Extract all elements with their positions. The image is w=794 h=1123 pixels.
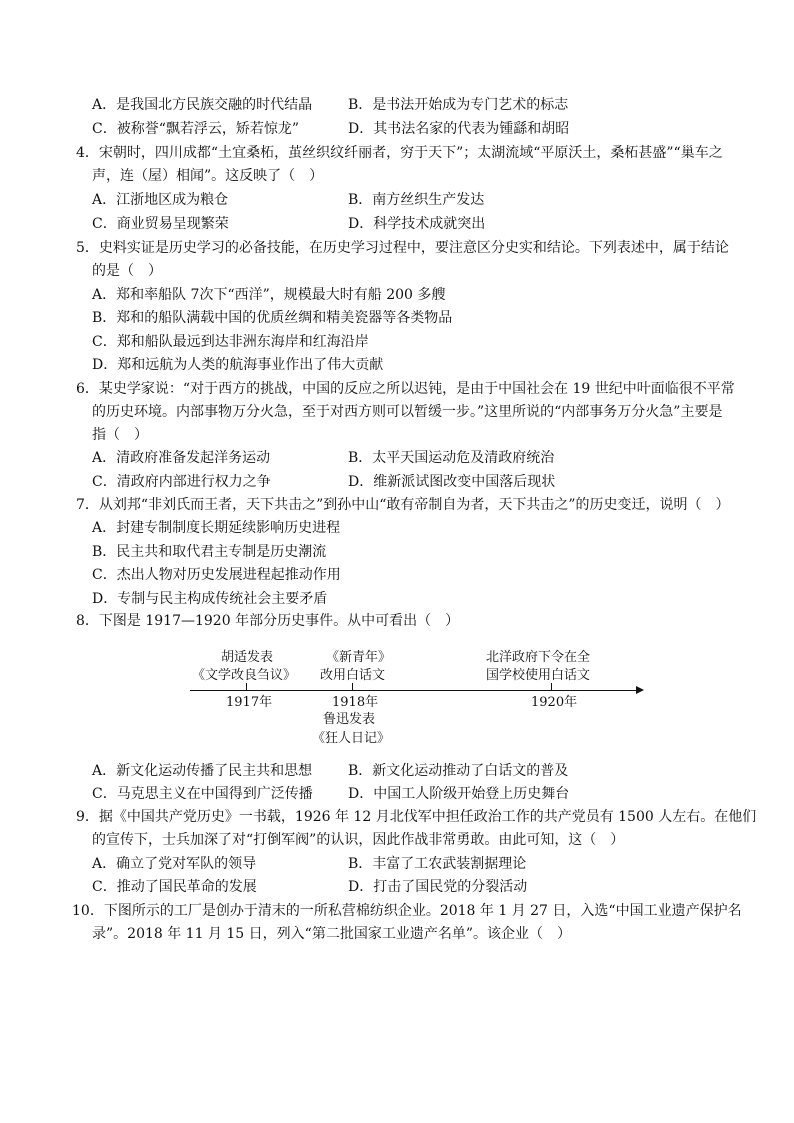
q7-option-d: D．专制与民主构成传统社会主要矛盾 [92,591,328,607]
timeline-year-1920: 1920年 [531,695,578,710]
q5-stem-line1: 5．史料实证是历史学习的必备技能，在历史学习过程中，要注意区分史实和结论。下列表述中，属于结论 [76,240,729,256]
timeline-1917-event-line2: 《文学改良刍议》 [192,668,297,683]
q4-stem-line2: 声，连（屋）相闻”。这反映了（ ） [92,168,324,184]
q4-stem-line1: 4．宋朝时，四川成都“土宜桑柘，茧丝织纹纤丽者，穷于天下”；太湖流域“平原沃土，桑柘甚盛”“巢车之 [76,145,723,161]
q4-option-a: A．江浙地区成为粮仓 [92,192,229,208]
q7-option-a: A．封建专制制度长期延续影响历史进程 [92,520,341,536]
q6-option-b: B．太平天国运动危及清政府统治 [348,450,555,466]
timeline-1918-below-line2: 《狂人日记》 [312,731,391,746]
q8-option-c: C．马克思主义在中国得到广泛传播 [92,786,313,802]
q3-option-a: A．是我国北方民族交融的时代结晶 [92,97,313,113]
timeline-tick-1920 [551,683,552,690]
q10-stem-line1: 10．下图所示的工厂是创办于清末的一所私营棉纺织企业。2018 年 1 月 27 日，入选“中国工业遗产保护名 [72,903,742,919]
q6-option-a: A．清政府准备发起洋务运动 [92,450,271,466]
q6-option-c: C．清政府内部进行权力之争 [92,474,271,490]
q5-option-b: B．郑和的船队满载中国的优质丝绸和精美瓷器等各类物品 [92,310,453,326]
q6-stem-line1: 6．某史学家说：“对于西方的挑战，中国的反应之所以迟钝，是由于中国社会在 19 世纪中叶面临很不平常 [76,381,735,397]
timeline-arrow-icon [636,686,644,694]
q3-option-b: B．是书法开始成为专门艺术的标志 [348,97,569,113]
q9-option-a: A．确立了党对军队的领导 [92,856,257,872]
timeline-axis [190,690,638,691]
q5-option-d: D．郑和远航为人类的航海事业作出了伟大贡献 [92,357,384,373]
q6-option-d: D．维新派试图改变中国落后现状 [348,474,556,490]
timeline-tick-1918 [352,683,353,690]
q8-option-a: A．新文化运动传播了民主共和思想 [92,763,313,779]
q5-option-a: A．郑和率船队 7次下“西洋”，规模最大时有船 200 多艘 [92,287,446,303]
timeline-1918-event-line1: 《新青年》 [326,650,392,665]
q6-stem-line3: 指（ ） [92,427,148,443]
timeline-1920-event-line1: 北洋政府下令在全 [486,650,591,665]
q8-stem-line1: 8．下图是 1917—1920 年部分历史事件。从中可看出（ ） [76,613,460,629]
q5-option-c: C．郑和船队最远到达非洲东海岸和红海沿岸 [92,334,369,350]
q7-option-c: C．杰出人物对历史发展进程起推动作用 [92,567,341,583]
q9-stem-line1: 9．据《中国共产党历史》一书载，1926 年 12 月北伐军中担任政治工作的共产党员有 1500 人左右。在他们 [76,809,757,825]
q7-option-b: B．民主共和取代君主专制是历史潮流 [92,544,327,560]
timeline-1918-below-line1: 鲁迅发表 [323,712,376,727]
q9-option-c: C．推动了国民革命的发展 [92,879,257,895]
q3-option-c: C．被称誉“飘若浮云，矫若惊龙” [92,121,300,137]
q8-option-b: B．新文化运动推动了白话文的普及 [348,763,569,779]
timeline-1920-event-line2: 国学校使用白话文 [486,668,591,683]
q4-option-d: D．科学技术成就突出 [348,216,486,232]
q9-stem-line2: 的宣传下，士兵加深了对“打倒军阀”的认识，因此作战非常勇敢。由此可知，这（ ） [92,832,625,848]
timeline-1917-event-line1: 胡适发表 [221,650,274,665]
q5-stem-line2: 的是（ ） [92,263,162,279]
q6-stem-line2: 的历史环境。内部事物万分火急，至于对西方则可以暂缓一步。”这里所说的“内部事务万分火急”主要是 [92,404,723,420]
q7-stem-line1: 7．从刘邦“非刘氏而王者，天下共击之”到孙中山“敢有帝制自为者，天下共击之”的历史变迁，说明（ ） [76,497,730,513]
timeline-tick-1917 [246,683,247,690]
q4-option-c: C．商业贸易呈现繁荣 [92,216,229,232]
timeline-year-1917: 1917年 [226,695,273,710]
q3-option-d: D．其书法名家的代表为锺繇和胡昭 [348,121,570,137]
timeline-1918-event-line2: 改用白话文 [320,668,386,683]
q9-option-d: D．打击了国民党的分裂活动 [348,879,528,895]
q9-option-b: B．丰富了工农武装割据理论 [348,856,527,872]
q8-option-d: D．中国工人阶级开始登上历史舞台 [348,786,570,802]
timeline-year-1918: 1918年 [332,695,379,710]
q10-stem-line2: 录”。2018 年 11 月 15 日，列入“第二批国家工业遗产名单”。该企业（ ） [92,926,571,942]
q4-option-b: B．南方丝织生产发达 [348,192,485,208]
